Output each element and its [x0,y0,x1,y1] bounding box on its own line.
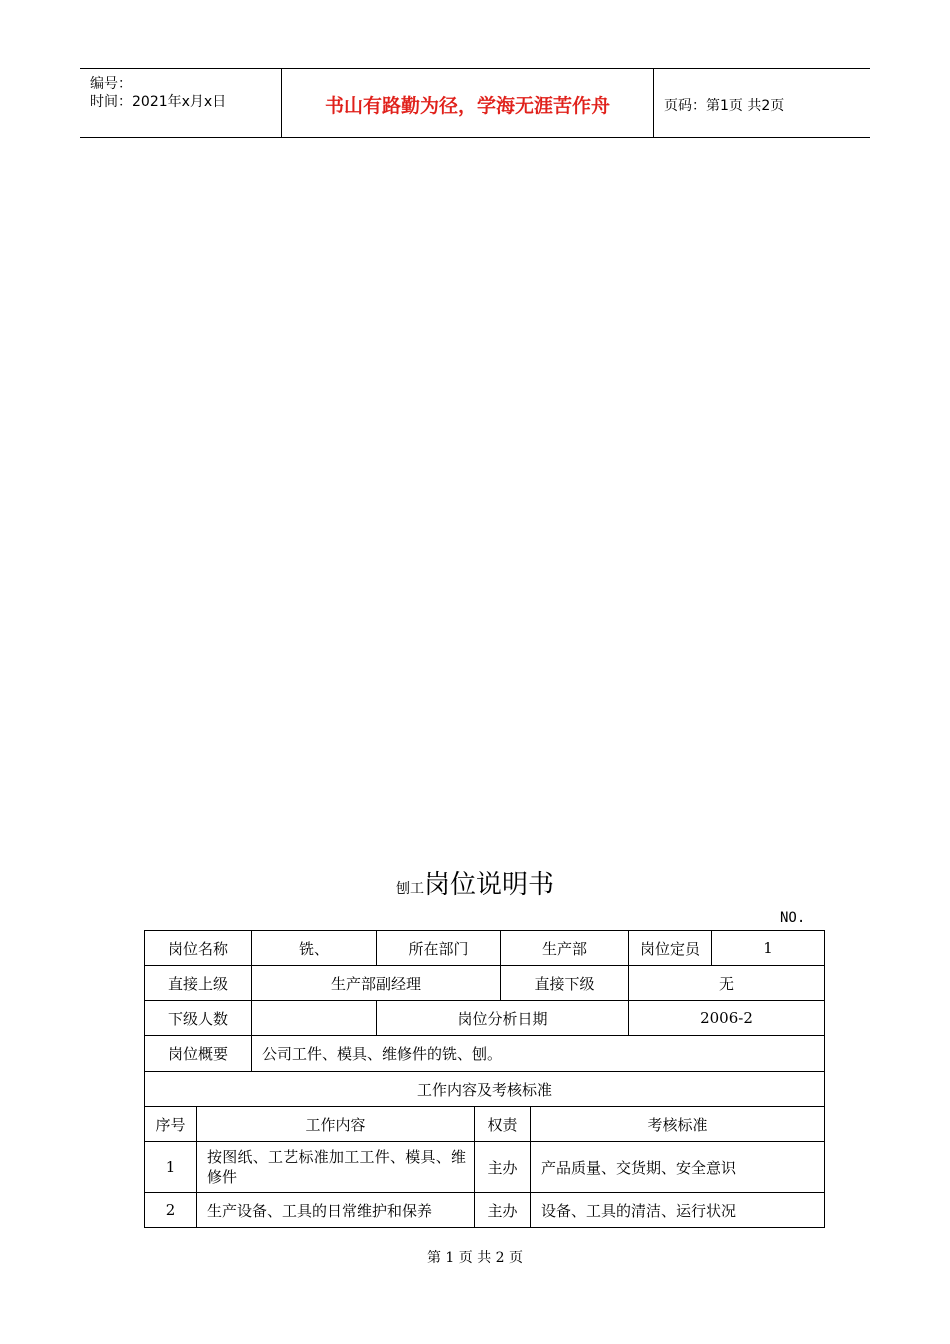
header-page-number: 页码：第1页 共2页 [664,98,785,114]
value-job-summary: 公司工件、模具、维修件的铣、刨。 [251,1035,825,1072]
item-content: 按图纸、工艺标准加工工件、模具、维修件 [196,1141,475,1193]
title-prefix: 刨工 [395,881,424,897]
header-motto: 书山有路勤为径，学海无涯苦作舟 [324,95,610,117]
item-standard: 产品质量、交货期、安全意识 [530,1141,825,1193]
section-title: 工作内容及考核标准 [144,1071,825,1107]
item-role: 主办 [474,1192,531,1228]
col-header-standard: 考核标准 [530,1106,825,1142]
label-job-name: 岗位名称 [144,930,252,966]
label-direct-subordinate: 直接下级 [500,965,629,1001]
item-standard: 设备、工具的清洁、运行状况 [530,1192,825,1228]
page-header [80,68,870,138]
label-direct-superior: 直接上级 [144,965,252,1001]
header-center-cell [282,69,654,137]
value-subordinate-count [251,1000,377,1036]
label-subordinate-count: 下级人数 [144,1000,252,1036]
value-direct-superior: 生产部副经理 [251,965,501,1001]
value-direct-subordinate: 无 [628,965,825,1001]
label-department: 所在部门 [376,930,501,966]
document-date-label: 时间：2021年x月x日 [90,94,227,110]
value-job-name: 铣、 [251,930,377,966]
document-number-label: 编号： [90,76,132,92]
col-header-number: 序号 [144,1106,197,1142]
item-role: 主办 [474,1141,531,1193]
header-right-cell [654,69,870,137]
label-job-summary: 岗位概要 [144,1035,252,1072]
page-footer: 第 1 页 共 2 页 [426,1250,524,1266]
item-number: 1 [144,1141,197,1193]
document-no-label: NO. [780,910,806,926]
value-analysis-date: 2006-2 [628,1000,825,1036]
document-title [0,864,950,901]
col-header-content: 工作内容 [196,1106,475,1142]
label-headcount: 岗位定员 [628,930,712,966]
col-header-role: 权责 [474,1106,531,1142]
label-analysis-date: 岗位分析日期 [376,1000,629,1036]
value-department: 生产部 [500,930,629,966]
item-number: 2 [144,1192,197,1228]
item-content: 生产设备、工具的日常维护和保养 [196,1192,475,1228]
header-left-cell [80,69,282,137]
value-headcount: 1 [711,930,825,966]
title-main: 岗位说明书 [423,870,554,900]
